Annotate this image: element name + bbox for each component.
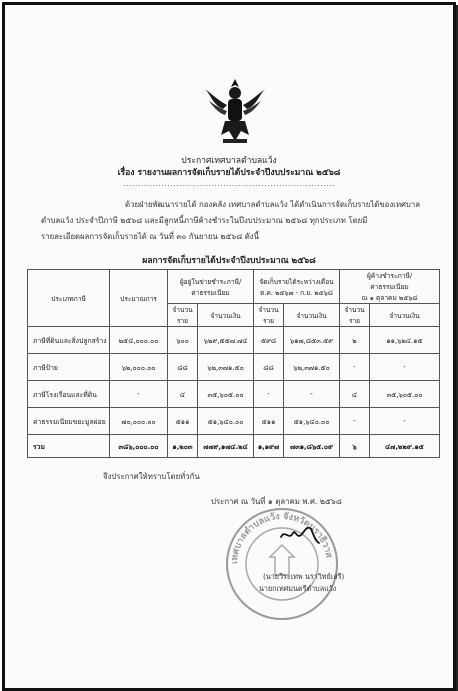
total-amount: ๔๗,๒๒๙.๑๕ <box>370 435 440 458</box>
cell-amount: ๖๒๙,๕๕๗.๗๔ <box>198 327 254 354</box>
cell-amount: ๖๑๗,๘๕๓.๕๙ <box>284 327 340 354</box>
cell-type: ภาษีโรงเรือนและที่ดิน <box>28 381 110 408</box>
cell-count: ๘๘ <box>254 354 284 381</box>
table-row <box>28 354 440 381</box>
total-count: ๖ <box>340 435 370 458</box>
cell-count: ๒ <box>340 327 370 354</box>
cell-estimate: - <box>110 381 168 408</box>
closing-line: จึงประกาศให้ทราบโดยทั่วกัน <box>103 472 200 481</box>
header-count: จำนวน ราย <box>340 304 370 327</box>
total-amount: ๗๓๑,๘๖๕.๐๙ <box>284 435 340 458</box>
signer-position: นายกเทศมนตรีตำบลแว้ง <box>259 584 337 593</box>
header-group-outstanding: ผู้ค้างชำระภาษี/ ค่าธรรมเนียม ณ ๑ ตุลาคม ๒๕๖๘ <box>340 270 440 304</box>
cell-count: ๘๘ <box>168 354 198 381</box>
total-count: ๑,๒๐๓ <box>168 435 198 458</box>
table-header-row <box>28 270 440 304</box>
header-amount: จำนวนเงิน <box>198 304 254 327</box>
garuda-emblem <box>201 75 269 147</box>
cell-count: ๕๑๑ <box>254 408 284 435</box>
cell-amount: ๖๒,๓๗๑.๕๐ <box>284 354 340 381</box>
header-amount: จำนวนเงิน <box>370 304 440 327</box>
cell-amount: ๓๕,๖๐๕.๐๐ <box>198 381 254 408</box>
body-line-3: รายละเอียดผลการจัดเก็บรายได้ ณ วันที่ ๓๐ กันยายน ๒๕๖๘ ดังนี้ <box>41 232 259 241</box>
cell-amount: - <box>284 381 340 408</box>
cell-estimate: ๗๐,๐๐๐.๐๐ <box>110 408 168 435</box>
cell-amount: ๑๑,๖๒๔.๑๕ <box>370 327 440 354</box>
cell-count: ๕๑๑ <box>168 408 198 435</box>
header-type: ประเภทภาษี <box>28 270 110 327</box>
cell-type: ค่าธรรมเนียมขยะมูลฝอย <box>28 408 110 435</box>
signer-name: (นายวีระเทพ นราวิทย์เสรี) <box>263 572 345 581</box>
cell-amount: ๕๑,๖๔๐.๐๐ <box>198 408 254 435</box>
table-title: ผลการจัดเก็บรายได้ประจำปีงบประมาณ ๒๕๖๘ <box>142 256 316 266</box>
cell-count: ๔ <box>168 381 198 408</box>
cell-estimate: ๒๕๔,๐๐๐.๐๐ <box>110 327 168 354</box>
total-count: ๑,๑๙๗ <box>254 435 284 458</box>
cell-count: ๔ <box>340 381 370 408</box>
cell-count: - <box>254 381 284 408</box>
table-total-row <box>28 435 440 458</box>
cell-count: - <box>340 354 370 381</box>
revenue-table <box>27 269 440 458</box>
table-row <box>28 327 440 354</box>
cell-type: ภาษีที่ดินและสิ่งปลูกสร้าง <box>28 327 110 354</box>
cell-count: ๖๐๐ <box>168 327 198 354</box>
cell-count: ๕๙๘ <box>254 327 284 354</box>
cell-amount: - <box>370 354 440 381</box>
header-group-collected: จัดเก็บรายได้ระหว่างเดือน ต.ค. ๒๕๖๗ - ก.ย. ๒๕๖๘ <box>254 270 340 304</box>
total-label: รวม <box>28 435 110 458</box>
subject-heading: เรื่อง รายงานผลการจัดเก็บรายได้ประจำปีงบประมาณ ๒๕๖๘ <box>117 168 341 178</box>
total-amount: ๗๗๙,๑๗๔.๒๔ <box>198 435 254 458</box>
header-estimate: ประมาณการ <box>110 270 168 327</box>
header-count: จำนวน ราย <box>168 304 198 327</box>
cell-amount: ๓๕,๖๐๕.๐๐ <box>370 381 440 408</box>
cell-amount: ๕๑,๖๔๐.๐๐ <box>284 408 340 435</box>
svg-text:เทศบาลตำบลแว้ง จังหวัดนราธิวาส: เทศบาลตำบลแว้ง จังหวัดนราธิวาส <box>229 511 334 565</box>
cell-amount: ๖๒,๓๗๑.๕๐ <box>198 354 254 381</box>
cell-count: - <box>340 408 370 435</box>
cell-amount: - <box>370 408 440 435</box>
table-row <box>28 381 440 408</box>
announce-date: ประกาศ ณ วันที่ ๑ ตุลาคม พ.ศ. ๒๕๖๘ <box>211 497 342 506</box>
document-page <box>2 2 456 691</box>
header-amount: จำนวนเงิน <box>284 304 340 327</box>
cell-estimate: ๖๒,๐๐๐.๐๐ <box>110 354 168 381</box>
cell-type: ภาษีป้าย <box>28 354 110 381</box>
body-line-2: ตำบลแว้ง ประจำปีภาษี ๒๕๖๘ และมีลูกหนี้ภาษีค้างชำระในปีงบประมาณ ๒๕๖๘ ทุกประเภท โดยมี <box>41 216 368 225</box>
announcement-heading: ประกาศเทศบาลตำบลแว้ง <box>181 156 277 166</box>
total-estimate: ๓๘๖,๐๐๐.๐๐ <box>110 435 168 458</box>
heading-divider: ........................................................................ <box>123 179 335 188</box>
body-line-1: ด้วยฝ่ายพัฒนารายได้ กองคลัง เทศบาลตำบลแว้ง ได้ดำเนินการจัดเก็บรายได้ของเทศบาล <box>125 200 421 209</box>
table-row <box>28 408 440 435</box>
header-count: จำนวน ราย <box>254 304 284 327</box>
header-group-taxpayers: ผู้อยู่ในข่ายชำระภาษี/ ค่าธรรมเนียม <box>168 270 254 304</box>
signature <box>277 519 323 547</box>
